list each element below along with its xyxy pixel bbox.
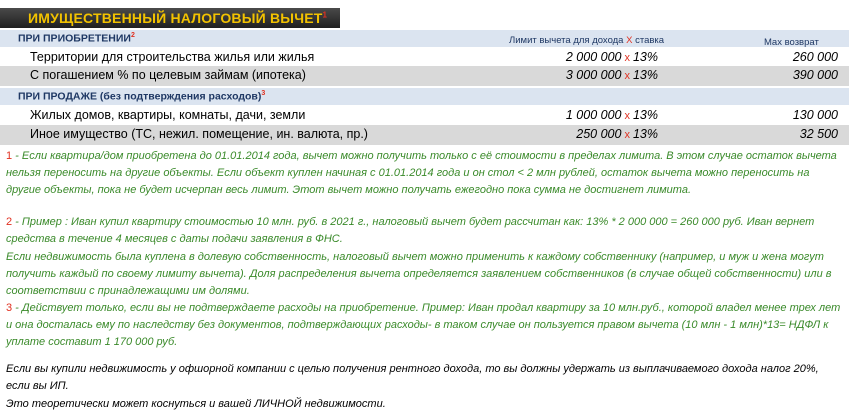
footnote-1: 1 - Если квартира/дом приобретена до 01.01.2014 года, вычет можно получить только с её стоимости в пределах лимита. В этом случае остаток вычета нельзя переносить на другие объекты. Если объект куплен начиная с 01.01.2014 года и он стол < 2 млн рублей, остаток вычета можно переносить на другие объекты, пока не будет исчерпан весь лимит. Этот вычет можно получать ежегодно пока сумма не достигнет лимита. (6, 150, 837, 197)
row-limit-rate: 3 000 000 x 13% (565, 68, 658, 82)
table-row (0, 125, 849, 145)
max-return-column-header: Max возврат (764, 37, 819, 48)
row-max-return: 390 000 (792, 68, 838, 82)
row-max-return: 130 000 (792, 108, 838, 122)
purchase-section-label: ПРИ ПРИОБРЕТЕНИИ$^2$ (18, 32, 135, 45)
row-limit-rate: 1 000 000 x 13% (565, 108, 658, 122)
table-row (0, 106, 849, 126)
table-row (0, 48, 849, 68)
row-label: С погашением % по целевым займам (ипотека) (30, 68, 306, 82)
row-label: Территории для строительства жилья или жилья (30, 50, 315, 64)
footnote-mark: 3 (261, 90, 266, 97)
footnote-mark: 1 (322, 10, 328, 20)
footnote-2: 2 - Пример : Иван купил квартиру стоимостью 10 млн. руб. в 2021 г., налоговый вычет будет рассчитан как: 13% * 2 000 000 = 260 000 руб. Иван вернет средства в течение 4 месяцев с даты подачи заявления в ФНС. (6, 216, 815, 246)
row-limit-rate: 250 000 x 13% (576, 127, 658, 141)
offshore-note: Если вы купили недвижимость у офшорной компании с целью получения рентного дохода, то вы должны удержать из выплачиваемого дохода налог 20%, если вы ИП. (6, 363, 819, 393)
limit-column-header: Лимит вычета для дохода X ставка (509, 35, 665, 46)
footnote-3: 3 - Действует только, если вы не подтверждаете расходы на приобретение. Пример: Иван продал квартиру за 10 млн.руб., которой владел менее трех лет и она досталась ему по наследству без документов, подтверждающих расходы- в таком случае он пользуется правом вычета (10 млн - 1 млн)*13= НДФЛ к уплате составит 1 170 000 руб. (6, 302, 841, 349)
row-limit-rate: 2 000 000 x 13% (565, 50, 658, 64)
row-max-return: 32 500 (799, 127, 838, 141)
personal-property-note: Это теоретически может коснуться и вашей ЛИЧНОЙ недвижимости. (6, 398, 386, 410)
sale-section-label: ПРИ ПРОДАЖЕ (без подтверждения расходов)$^3$ (18, 90, 266, 103)
row-label: Иное имущество (ТС, нежил. помещение, ин. валюта, пр.) (30, 127, 368, 141)
page-title: ИМУЩЕСТВЕННЫЙ НАЛОГОВЫЙ ВЫЧЕТ$^1$ (28, 10, 328, 26)
row-label: Жилых домов, квартиры, комнаты, дачи, земли (30, 108, 306, 122)
row-max-return: 260 000 (792, 50, 838, 64)
footnote-mark: 2 (130, 32, 135, 39)
footnote-2-extra: Если недвижимость была куплена в долевую собственность, налоговый вычет можно применить к каждому собственнику (например, и муж и жена могут получить каждый по своему лимиту вычета). Доля распределения вычета определяется заявлением собственников (в случае общей собственности) или в соответствии с принадлежащими им долями. (6, 251, 832, 298)
table-row (0, 66, 849, 86)
